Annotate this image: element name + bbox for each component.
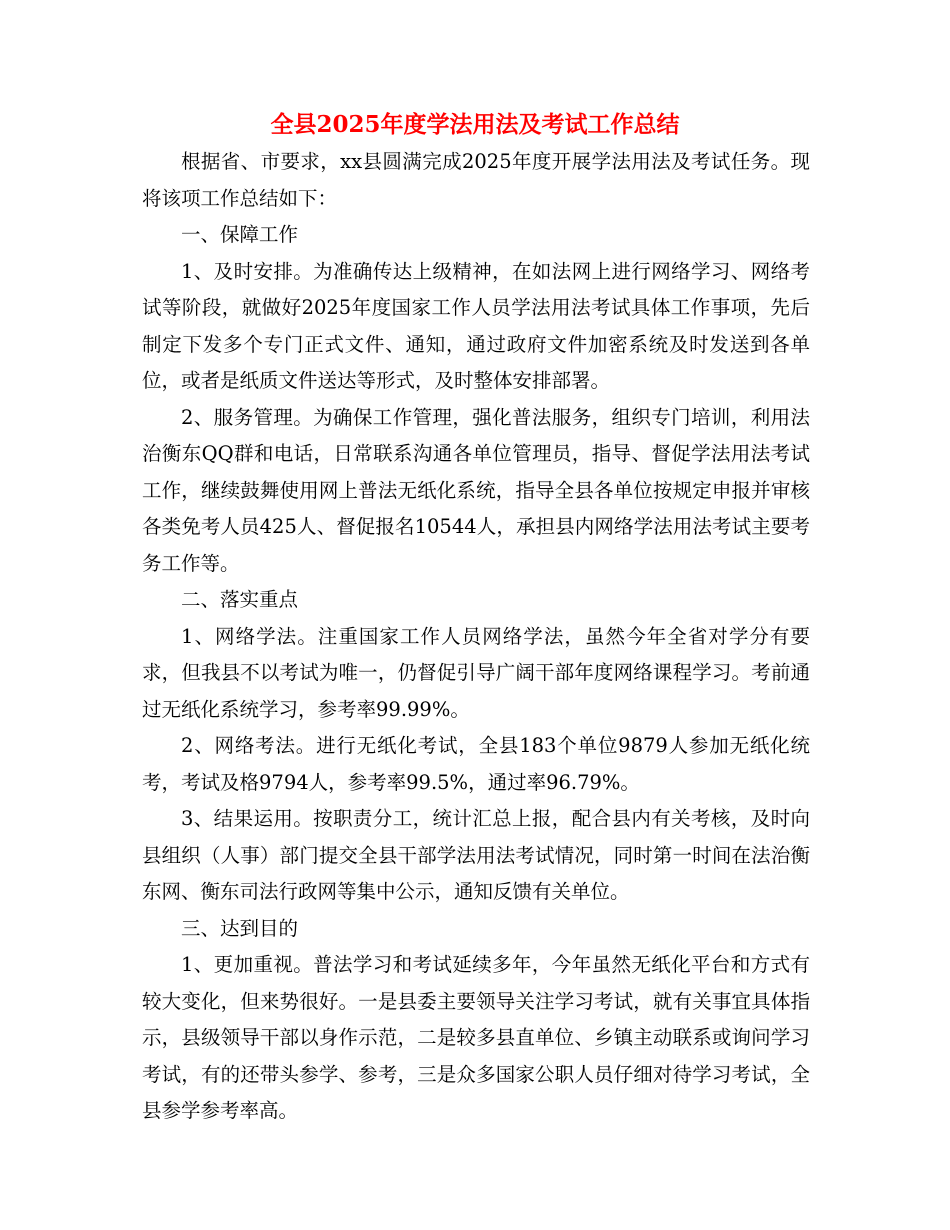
section-heading-key-points: 二、落实重点 <box>181 588 299 611</box>
paragraph-service-management: 2、服务管理。为确保工作管理，强化普法服务，组织专门培训，利用法治衡东QQ群和电话，日常联系沟通各单位管理员，指导、督促学法用法考试工作，继续鼓舞使用网上普法无纸化系统，指导全县各单位按规定申报并审核各类免考人员425人、督促报名10544人，承担县内网络学法用法考试主要考务工作等。 <box>142 405 810 575</box>
paragraph-timely-arrangement: 1、及时安排。为准确传达上级精神，在如法网上进行网络学习、网络考试等阶段，就做好2025年度国家工作人员学法用法考试具体工作事项，先后制定下发多个专门正式文件、通知，通过政府文件加密系统及时发送到各单位，或者是纸质文件送达等形式，及时整体安排部署。 <box>142 259 810 392</box>
paragraph-more-attention: 1、更加重视。普法学习和考试延续多年，今年虽然无纸化平台和方式有较大变化，但来势很好。一是县委主要领导关注学习考试，就有关事宜具体指示，县级领导干部以身作示范，二是较多县直单位、乡镇主动联系或询问学习考试，有的还带头参学、参考，三是众多国家公职人员仔细对待学习考试，全县参学参考率高。 <box>142 953 810 1122</box>
section-heading-guarantee: 一、保障工作 <box>181 223 299 246</box>
section-heading-goals: 三、达到目的 <box>181 916 299 940</box>
document-title: 全县2025年度学法用法及考试工作总结 <box>270 111 680 138</box>
paragraph-online-exam: 2、网络考法。进行无纸化考试，全县183个单位9879人参加无纸化统考，考试及格9794人，参考率99.5%，通过率96.79%。 <box>142 734 810 794</box>
paragraph-online-learning: 1、网络学法。注重国家工作人员网络学法，虽然今年全省对学分有要求，但我县不以考试为唯一，仍督促引导广阔干部年度网络课程学习。考前通过无纸化系统学习，参考率99.99%。 <box>142 624 810 721</box>
document-body <box>142 144 810 1130</box>
paragraph-result-usage: 3、结果运用。按职责分工，统计汇总上报，配合县内有关考核，及时向县组织（人事）部门提交全县干部学法用法考试情况，同时第一时间在法治衡东网、衡东司法行政网等集中公示，通知反馈有关单位。 <box>142 807 810 903</box>
intro-paragraph: 根据省、市要求，xx县圆满完成2025年度开展学法用法及考试任务。现将该项工作总结如下： <box>142 150 810 210</box>
